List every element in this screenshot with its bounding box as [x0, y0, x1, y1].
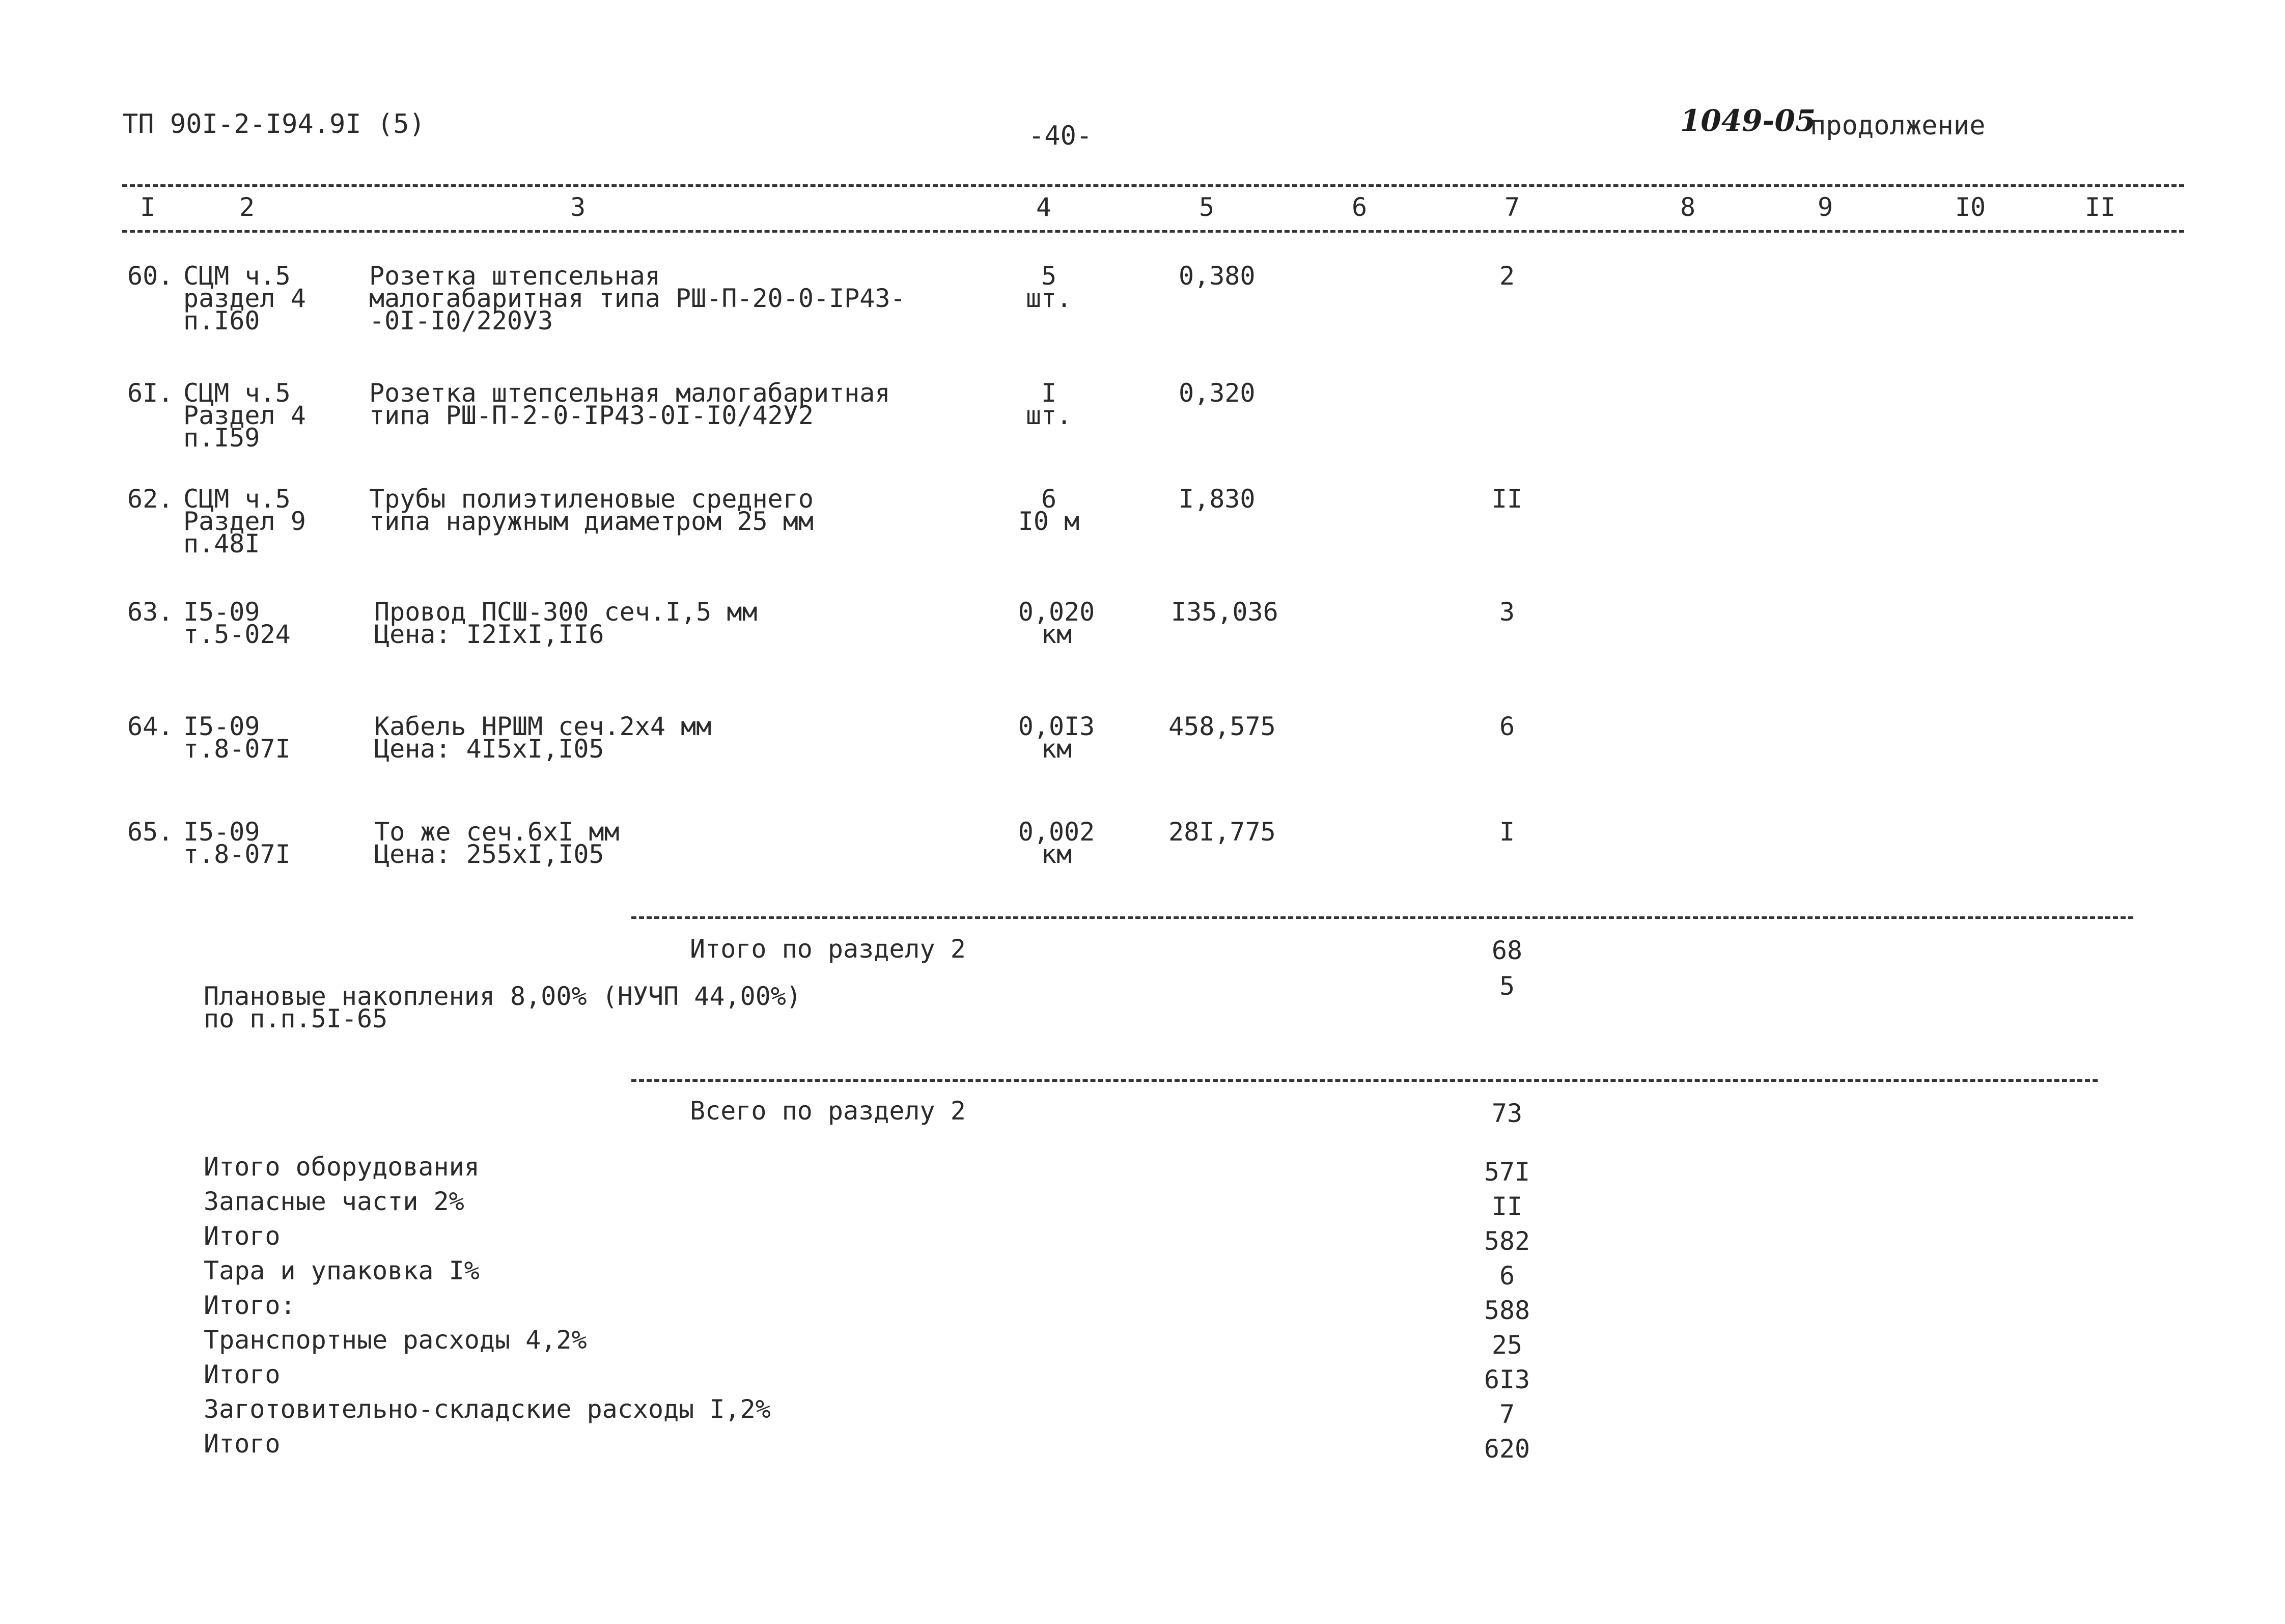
summary-label: Итого [204, 1360, 281, 1389]
row-quantity: I шт. [1025, 378, 1072, 430]
summary-value: 57I [1484, 1157, 1530, 1187]
column-number: I0 [1955, 192, 1986, 222]
row-code: I5-09 т.8-07I [183, 712, 291, 764]
row-total: 6 [1499, 712, 1515, 741]
row-price: I35,036 [1171, 597, 1278, 627]
planned-savings-value: 5 [1499, 971, 1515, 1001]
summary-value: 620 [1484, 1434, 1530, 1464]
row-code: СЦМ ч.5 Раздел 4 п.I59 [183, 378, 306, 453]
row-name: То же сеч.6хI мм Цена: 255xI,I05 [374, 817, 620, 869]
row-code: I5-09 т.5-024 [183, 597, 291, 649]
row-code: I5-09 т.8-07I [183, 817, 291, 869]
row-price: I,830 [1179, 484, 1256, 514]
row-price: 28I,775 [1168, 817, 1276, 847]
row-total: I [1499, 817, 1515, 847]
row-total: II [1491, 484, 1523, 514]
row-total: 3 [1499, 597, 1515, 627]
column-number: 4 [1036, 192, 1052, 222]
row-total: 2 [1499, 261, 1515, 291]
column-number: 7 [1504, 192, 1520, 222]
page-number: -40- [1028, 121, 1093, 151]
summary-value: 6I3 [1484, 1365, 1530, 1394]
summary-value: II [1491, 1192, 1523, 1221]
planned-savings-label: Плановые накопления 8,00% (НУЧП 44,00%) по п.п.5I-65 [204, 982, 801, 1033]
column-number: 8 [1680, 192, 1696, 222]
summary-value: 588 [1484, 1296, 1530, 1325]
summary-label: Итого [204, 1221, 281, 1251]
row-number: 60. [127, 261, 174, 291]
row-name: Трубы полиэтиленовые среднего типа наружным диаметром 25 мм [369, 484, 814, 536]
summary-label: Итого [204, 1429, 281, 1459]
section-total-label: Итого по разделу 2 [690, 934, 966, 964]
summary-label: Итого оборудования [204, 1152, 480, 1182]
row-number: 6I. [127, 378, 174, 408]
row-quantity: 5 шт. [1025, 261, 1072, 313]
column-number: I [140, 192, 156, 222]
summary-value: 7 [1499, 1399, 1515, 1429]
row-name: Розетка штепсельная малогабаритная типа РШ-П-2-0-IP43-0I-I0/42У2 [369, 378, 890, 430]
row-quantity: 0,020 км [1018, 597, 1095, 649]
row-price: 0,320 [1179, 378, 1256, 408]
header-bottom-rule [122, 230, 2184, 233]
row-code: СЦМ ч.5 Раздел 9 п.48I [183, 484, 306, 558]
summary-label: Заготовительно-складские расходы I,2% [204, 1394, 771, 1424]
column-number: 5 [1199, 192, 1215, 222]
row-name: Кабель НРШМ сеч.2х4 мм Цена: 4I5xI,I05 [374, 712, 712, 764]
row-number: 64. [127, 712, 174, 741]
summary-label: Итого: [204, 1291, 296, 1320]
summary-value: 25 [1491, 1330, 1523, 1360]
summary-label: Транспортные расходы 4,2% [204, 1325, 587, 1355]
row-quantity: 6 I0 м [1018, 484, 1080, 536]
summary-value: 6 [1499, 1261, 1515, 1291]
continuation-label: продолжение [1810, 110, 1986, 141]
row-price: 0,380 [1179, 261, 1256, 291]
section-rule [631, 916, 2133, 919]
document-code: ТП 90I-2-I94.9I (5) [122, 109, 425, 139]
summary-label: Тара и упаковка I% [204, 1256, 480, 1285]
column-number: 3 [570, 192, 586, 222]
grand-total-label: Всего по разделу 2 [690, 1096, 966, 1126]
column-number: 6 [1351, 192, 1368, 222]
column-number: 9 [1817, 192, 1833, 222]
header-top-rule [122, 184, 2184, 187]
column-number: II [2084, 192, 2116, 222]
row-number: 65. [127, 817, 174, 847]
section-total-value: 68 [1491, 936, 1523, 965]
summary-label: Запасные части 2% [204, 1187, 464, 1216]
row-price: 458,575 [1168, 712, 1276, 741]
column-number: 2 [239, 192, 255, 222]
row-number: 63. [127, 597, 174, 627]
row-quantity: 0,0I3 км [1018, 712, 1095, 764]
row-quantity: 0,002 км [1018, 817, 1095, 869]
row-number: 62. [127, 484, 174, 514]
grand-total-rule [631, 1079, 2098, 1082]
row-name: Провод ПСШ-300 сеч.I,5 мм Цена: I2IxI,II6 [374, 597, 758, 649]
row-code: СЦМ ч.5 раздел 4 п.I60 [183, 261, 306, 335]
summary-value: 582 [1484, 1226, 1530, 1256]
archive-number: 1049-05 [1680, 103, 1816, 138]
grand-total-value: 73 [1491, 1099, 1523, 1128]
row-name: Розетка штепсельная малогабаритная типа РШ-П-20-0-IP43- -0I-I0/220У3 [369, 261, 906, 335]
